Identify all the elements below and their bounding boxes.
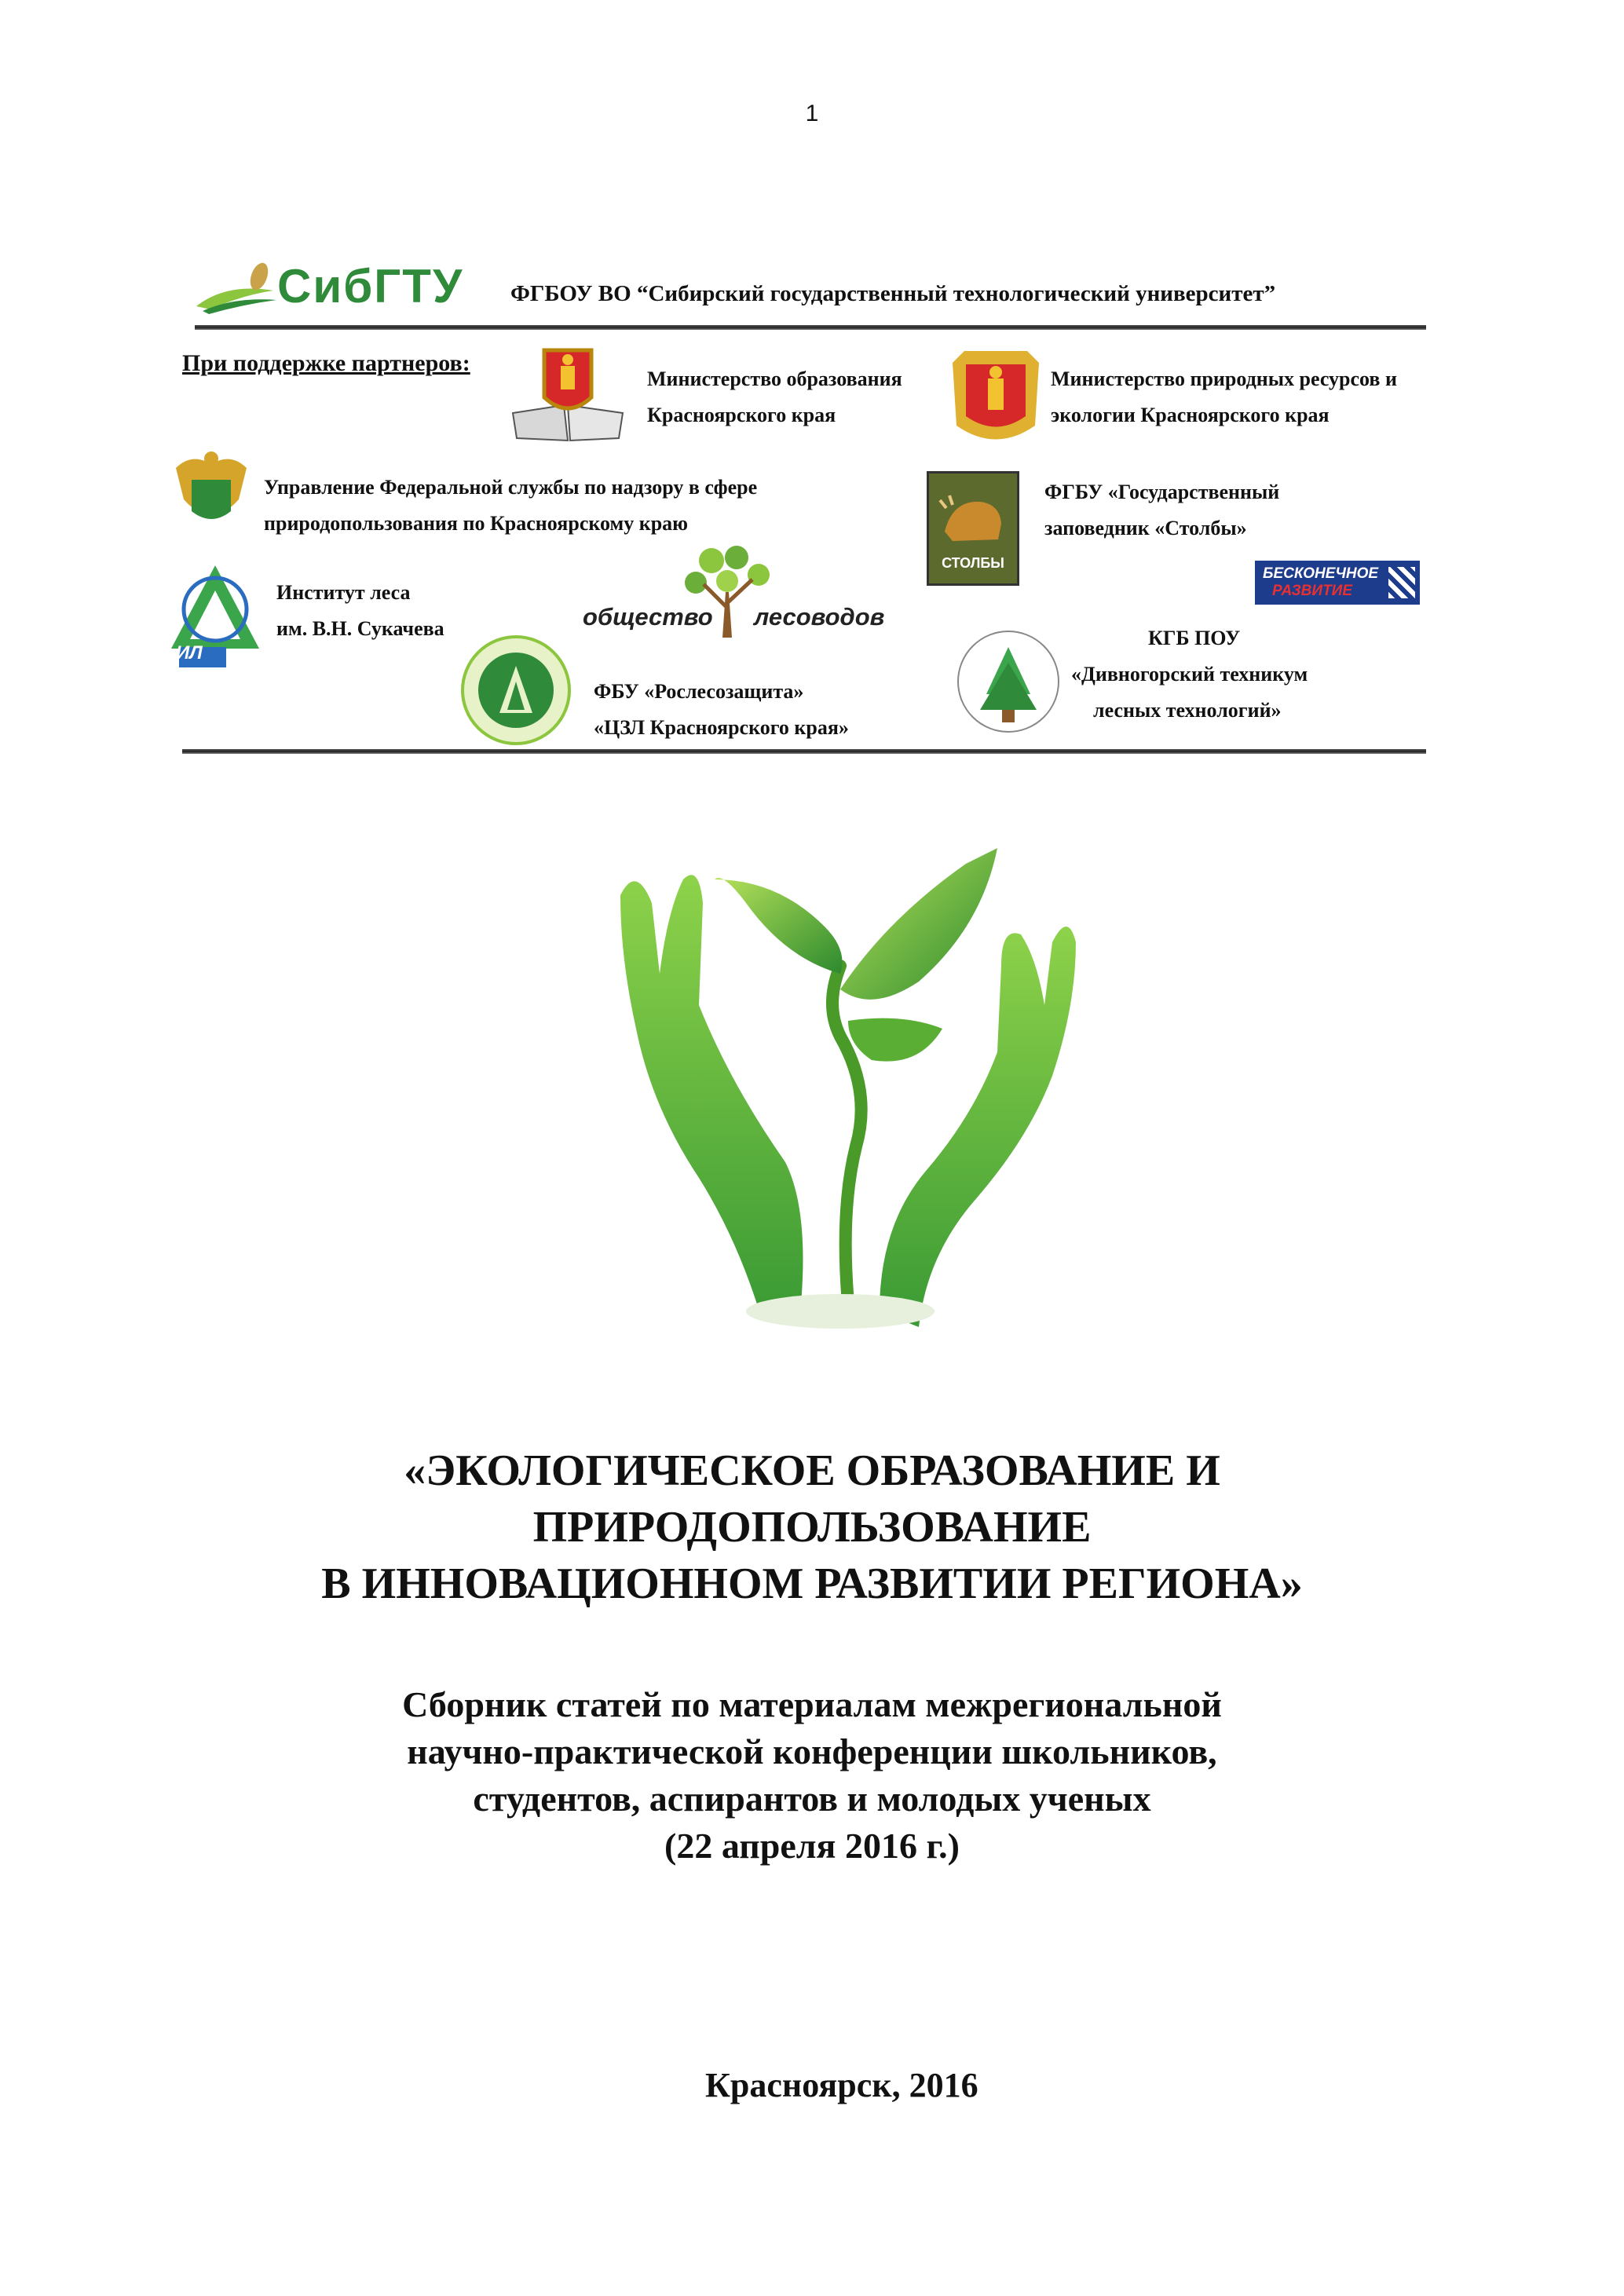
- edu-ministry-line-1: Министерство образования: [647, 367, 902, 390]
- rosprirodnadzor-eagle-emblem-icon: [168, 444, 254, 539]
- page-number: 1: [805, 101, 819, 126]
- hands-with-sprout-illustration: [605, 832, 1092, 1335]
- divnogorsk-college-emblem-icon: [955, 628, 1062, 735]
- roslesozashchita-line-1: ФБУ «Рослесозащита»: [594, 680, 804, 703]
- stolby-line-2: заповедник «Столбы»: [1044, 517, 1247, 539]
- rosprirodnadzor-line-1: Управление Федеральной службы по надзору в сфере: [264, 476, 758, 499]
- krasnoyarsk-coat-of-arms-icon: [949, 347, 1043, 449]
- beskonechnoe-razvitie-logo: [1255, 561, 1420, 605]
- roslesozashchita-line-2: «ЦЗЛ Красноярского края»: [594, 716, 849, 739]
- nature-ministry-line-1: Министерство природных ресурсов и: [1051, 367, 1397, 390]
- il-logo-text: ИЛ: [176, 642, 203, 664]
- header-bottom-rule: [182, 749, 1426, 754]
- title-line-3: В ИННОВАЦИОННОМ РАЗВИТИИ РЕГИОНА»: [321, 1559, 1303, 1608]
- stolby-logo: [927, 471, 1019, 586]
- kgb-pou-line-3: лесных технологий»: [1093, 699, 1282, 722]
- checker-pattern-icon: [1388, 567, 1415, 598]
- nature-ministry-line-2: экологии Красноярского края: [1051, 404, 1330, 426]
- forest-institute-line-1: Институт леса: [276, 581, 411, 604]
- leaf-swoosh-icon: [195, 259, 281, 322]
- foresters-society-word-2: лесоводов: [754, 603, 885, 631]
- stolby-line-1: ФГБУ «Государственный: [1044, 481, 1280, 503]
- kgb-pou-line-2: «Дивногорский техникум: [1071, 663, 1308, 686]
- university-name: ФГБОУ ВО “Сибирский государственный технологический университет”: [510, 281, 1276, 306]
- subtitle-line-3: студентов, аспирантов и молодых ученых: [473, 1779, 1151, 1819]
- title-line-1: «ЭКОЛОГИЧЕСКОЕ ОБРАЗОВАНИЕ И: [404, 1446, 1220, 1495]
- foresters-society-word-1: общество: [583, 603, 713, 631]
- beskonechnoe-line-1: БЕСКОНЕЧНОЕ: [1263, 565, 1379, 582]
- kgb-pou-line-1: КГБ ПОУ: [1148, 627, 1241, 649]
- subtitle-line-2: научно-практической конференции школьников,: [407, 1731, 1217, 1771]
- sibgtu-logo-text: СибГТУ: [277, 260, 464, 313]
- krasnoyarsk-coat-of-arms-book-icon: [509, 342, 627, 444]
- partners-label: При поддержке партнеров:: [182, 350, 470, 376]
- subtitle-line-1: Сборник статей по материалам межрегиональной: [402, 1684, 1222, 1724]
- subtitle-line-4: (22 апреля 2016 г.): [664, 1826, 960, 1866]
- rosprirodnadzor-line-2: природопользования по Красноярскому краю: [264, 512, 689, 535]
- edu-ministry-line-2: Красноярского края: [647, 404, 836, 426]
- forest-institute-line-2: им. В.Н. Сукачева: [276, 617, 444, 640]
- roslesozashchita-emblem-icon: [460, 634, 572, 746]
- stolby-logo-text: СТОЛБЫ: [942, 555, 1004, 571]
- bison-icon: [937, 484, 1009, 547]
- sibgtu-logo: [195, 259, 493, 322]
- header-top-rule: [195, 325, 1426, 330]
- beskonechnoe-line-2: РАЗВИТИЕ: [1272, 583, 1353, 599]
- city-year: Красноярск, 2016: [705, 2066, 978, 2104]
- title-line-2: ПРИРОДОПОЛЬЗОВАНИЕ: [532, 1503, 1092, 1552]
